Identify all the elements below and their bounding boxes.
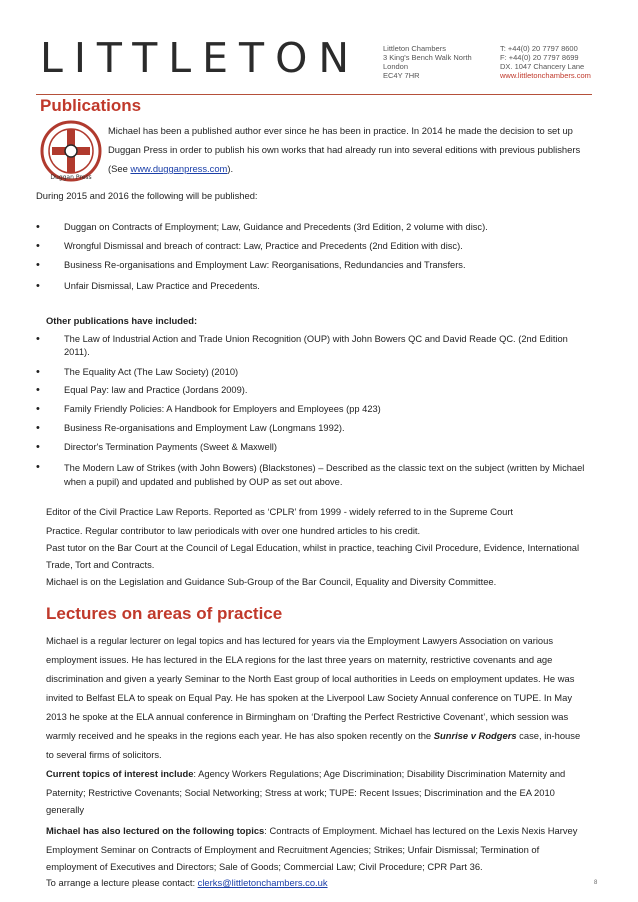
fax-number: F: +44(0) 20 7797 8699 <box>500 53 579 62</box>
also-lectured-line: Michael has also lectured on the following topics: Contracts of Employment. Michael has lectured on the Lexis Nexis Harvey <box>46 825 578 836</box>
publications-heading: Publications <box>40 96 142 115</box>
publications-intro-line-1: Michael has been a published author ever since he has been in practice. In 2014 he made the decision to set up <box>108 125 573 136</box>
arrange-lecture-line: To arrange a lecture please contact: clerks@littletonchambers.co.uk <box>46 877 328 888</box>
clerks-email-link[interactable]: clerks@littletonchambers.co.uk <box>197 877 328 888</box>
address-line: Littleton Chambers <box>383 44 446 53</box>
editor-line: Trade, Tort and Contracts. <box>46 559 155 570</box>
lectures-body-line: employment issues. He has lectured in the ELA regions for the last three years on maternity, restrictive covenants and age <box>46 654 553 665</box>
chambers-address <box>383 44 472 80</box>
editor-line: Practice. Regular contributor to law periodicals with over one hundred articles to his credit. <box>46 525 421 536</box>
lectures-heading: Lectures on areas of practice <box>46 604 283 623</box>
dx-number: DX. 1047 Chancery Lane <box>500 62 585 71</box>
lectures-body-line: 2013 he spoke at the ELA annual conference in Birmingham on ‘Drafting the Perfect Restrictive Covenant’, which session was <box>46 711 569 722</box>
address-line: London <box>383 62 409 71</box>
phone-number: T: +44(0) 20 7797 8600 <box>500 44 578 53</box>
duggan-press-link[interactable]: www.dugganpress.com <box>130 163 228 174</box>
header-divider <box>36 94 592 95</box>
other-publications-heading: Other publications have included: <box>46 315 198 326</box>
also-lectured-line: employment of Executives and Directors; Sale of Goods; Commercial Law; Civil Procedure; CPR Part 36. <box>46 861 483 872</box>
current-topics-line: Paternity; Restrictive Covenants; Social Networking; Stress at work; TUPE: Recent Issues; Discrimination and the EA 2010 <box>46 787 555 798</box>
chambers-logo: LITTLETON <box>40 34 361 82</box>
current-topics-line: generally <box>46 804 85 815</box>
chambers-contact <box>500 44 591 80</box>
website-link[interactable]: www.littletonchambers.com <box>500 71 591 80</box>
address-line: EC4Y 7HR <box>383 71 420 80</box>
upcoming-intro: During 2015 and 2016 the following will be published: <box>36 190 258 201</box>
svg-text:Duggan Press: Duggan Press <box>50 174 92 181</box>
also-lectured-line: Employment Seminar on Contracts of Employment and Recruitment Agencies; Strikes; Unfair Dismissal; Termination of <box>46 844 540 855</box>
page-number: 8 <box>594 880 598 886</box>
publications-see-line: (See www.dugganpress.com). <box>108 163 234 174</box>
lectures-body-line: discrimination and given a yearly Seminar to the North East group of local authorities in Leeds on employment updates. He was <box>46 673 575 684</box>
address-line: 3 King's Bench Walk North <box>383 53 472 62</box>
editor-line: Editor of the Civil Practice Law Reports. Reported as ‘CPLR’ from 1999 - widely referred to in the Supreme Court <box>46 506 514 517</box>
lectures-body-line: to several firms of solicitors. <box>46 749 162 760</box>
editor-line: Michael is on the Legislation and Guidance Sub-Group of the Bar Council, Equality and Diversity Committee. <box>46 576 497 587</box>
publications-intro-line-2: Duggan Press in order to publish his own works that had already run into several editions with previous publishers <box>108 144 581 155</box>
duggan-press-seal-icon <box>40 120 102 182</box>
editor-line: Past tutor on the Bar Court at the Council of Legal Education, whilst in practice, teaching Civil Procedure, Evidence, International <box>46 542 580 553</box>
lectures-body-line: Michael is a regular lecturer on legal topics and has lectured for years via the Employment Lawyers Association on various <box>46 635 554 646</box>
current-topics-line: Current topics of interest include: Agency Workers Regulations; Age Discrimination; Disability Discrimination Maternity and <box>46 768 566 779</box>
lectures-body-line: invited to Belfast ELA to speak on Equal Pay. He has spoken at the Liverpool Law Society Annual conference on TUPE. In May <box>46 692 573 703</box>
lectures-body-line: warmly received and he speaks in the regions each year. He has also spoken recently on the Sunrise v Rodgers case, in-house <box>46 730 581 741</box>
